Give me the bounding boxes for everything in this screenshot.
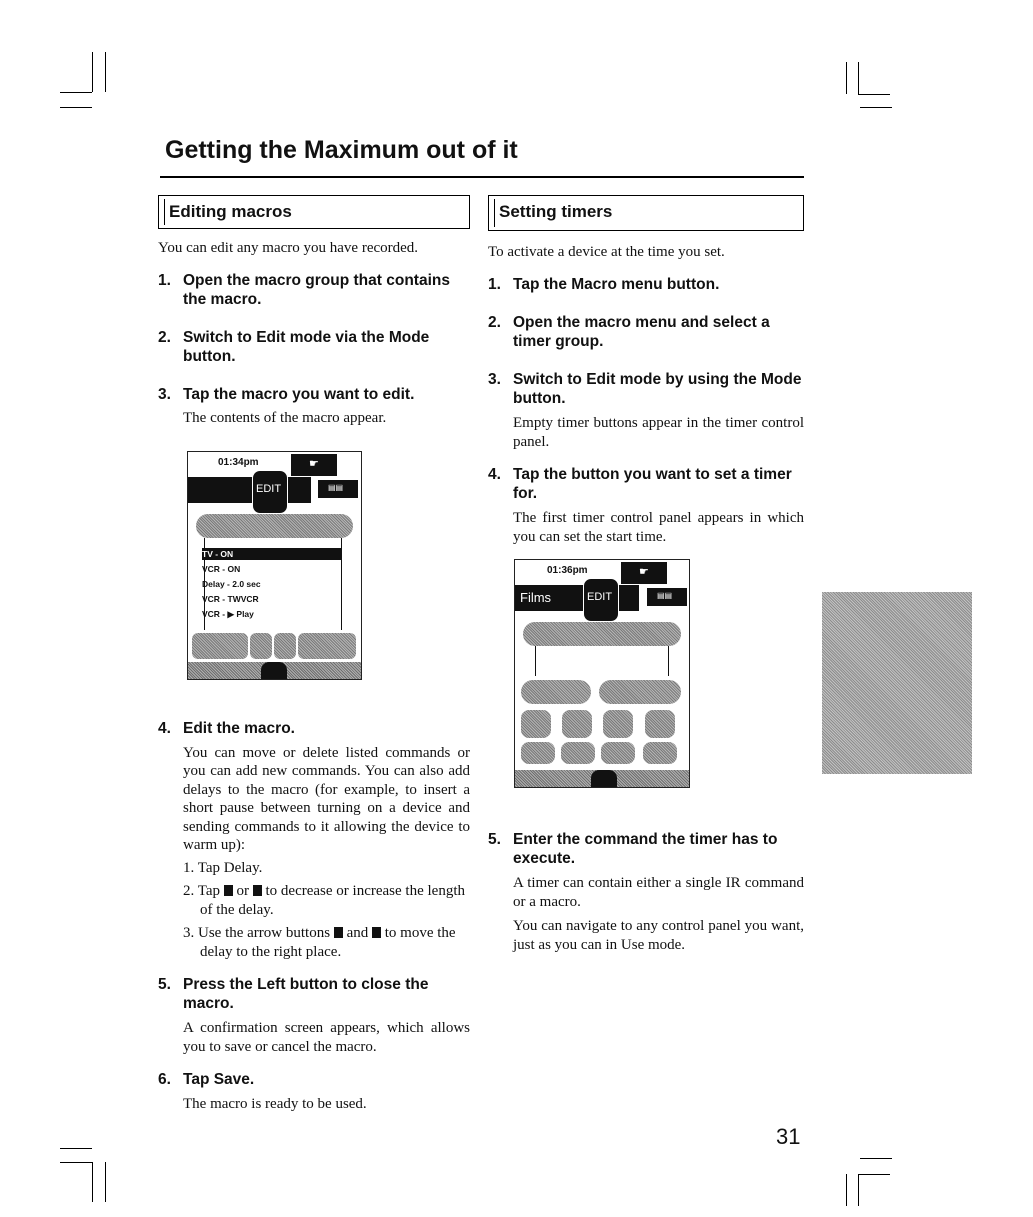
panel-left-border	[535, 646, 536, 676]
step-body: The first timer control panel appears in which you can set the start time.	[513, 510, 804, 545]
intro-text: To activate a device at the time you set.	[488, 244, 725, 260]
step-title: Tap the button you want to set a timer for.	[513, 466, 792, 502]
delete-button	[298, 633, 356, 659]
day-button	[601, 742, 635, 764]
substep: 2. Tap or to decrease or increase the length of the delay.	[183, 883, 465, 918]
hour-down-button	[562, 710, 592, 738]
edit-badge	[583, 578, 619, 622]
step-body: A timer can contain either a single IR command or a macro.	[513, 875, 804, 910]
hand-icon: ☛	[309, 458, 319, 470]
command-item: VCR - ▶ Play	[202, 609, 254, 619]
step-number: 3.	[488, 371, 501, 388]
step-1	[158, 271, 470, 309]
step-body: A confirmation screen appears, which allows you to save or cancel the macro.	[183, 1020, 470, 1055]
step-3	[488, 370, 804, 408]
day-button	[643, 742, 677, 764]
minute-down-button	[645, 710, 675, 738]
minus-button-icon	[224, 885, 233, 896]
step-title: Enter the command the timer has to execute.	[513, 831, 778, 867]
edit-bar	[188, 477, 311, 503]
crop-mark	[860, 107, 892, 108]
step-number: 1.	[488, 276, 501, 293]
step-6	[158, 1070, 470, 1089]
command-list	[202, 547, 261, 622]
page-title: Getting the Maximum out of it	[165, 136, 518, 164]
clock-label: 01:34pm	[218, 457, 259, 468]
up-button	[250, 633, 272, 659]
chapter-tab-marker	[822, 592, 972, 774]
step-title: Tap the macro you want to edit.	[183, 386, 415, 403]
crop-mark	[60, 92, 92, 93]
down-button	[274, 633, 296, 659]
settings-button	[599, 680, 681, 704]
day-button	[561, 742, 595, 764]
step-body: Empty timer buttons appear in the timer control panel.	[513, 415, 804, 450]
macro-name-bar	[196, 514, 353, 538]
step-1	[488, 275, 804, 294]
step-body: You can navigate to any control panel you want, just as you can in Use mode.	[513, 918, 804, 953]
hour-up-button	[521, 710, 551, 738]
edit-badge	[252, 470, 288, 514]
plus-button-icon	[253, 885, 262, 896]
minute-up-button	[603, 710, 633, 738]
command-item: VCR - TWVCR	[202, 594, 259, 604]
crop-mark	[92, 52, 93, 92]
crop-mark	[846, 62, 847, 94]
day-button	[521, 742, 555, 764]
group-name: Films	[520, 590, 552, 605]
arrow-up-icon	[334, 927, 343, 938]
edit-label: EDIT	[256, 483, 282, 495]
crop-mark	[92, 1162, 93, 1202]
crop-mark	[846, 1174, 847, 1206]
crop-mark	[105, 52, 106, 92]
title-bar	[515, 585, 639, 611]
crop-mark	[60, 1148, 92, 1149]
crop-mark	[105, 1162, 106, 1202]
command-item: Delay - 2.0 sec	[202, 579, 261, 589]
step-body: The contents of the macro appear.	[183, 410, 387, 426]
step-3	[158, 385, 470, 404]
substep-list	[183, 859, 470, 962]
step-4	[488, 465, 804, 503]
step-number: 3.	[158, 386, 171, 403]
crop-mark	[60, 1162, 92, 1163]
intro-text: You can edit any macro you have recorded.	[158, 240, 419, 256]
crop-mark	[858, 94, 890, 95]
crop-mark	[860, 1158, 892, 1159]
step-title: Open the macro group that contains the macro.	[183, 272, 450, 308]
title-rule	[160, 176, 804, 178]
step-number: 2.	[488, 314, 501, 331]
step-number: 5.	[158, 976, 171, 993]
mode-indicator	[291, 454, 337, 476]
step-number: 2.	[158, 329, 171, 346]
panel-right-border	[668, 646, 669, 676]
delay-button	[192, 633, 248, 659]
bottom-tab	[591, 770, 617, 787]
step-title: Open the macro menu and select a timer group.	[513, 314, 770, 350]
mode-indicator	[621, 562, 667, 584]
step-title: Edit the macro.	[183, 719, 295, 737]
step-title: Tap Save.	[183, 1071, 255, 1088]
keypad-icon: ▤▤	[657, 591, 673, 600]
edit-label: EDIT	[587, 591, 613, 603]
arrow-down-icon	[372, 927, 381, 938]
page-number: 31	[776, 1124, 801, 1149]
step-number: 4.	[158, 719, 171, 737]
command-item: TV - ON	[202, 549, 234, 559]
step-body: The macro is ready to be used.	[183, 1096, 367, 1112]
page-button	[647, 588, 687, 606]
crop-mark	[60, 107, 92, 108]
step-number: 6.	[158, 1071, 171, 1088]
keypad-icon: ▤▤	[328, 483, 344, 492]
crop-mark	[858, 62, 859, 94]
step-2	[488, 313, 804, 351]
substep: 1. Tap Delay.	[183, 859, 263, 876]
bottom-tab	[261, 662, 287, 679]
step-2	[158, 328, 470, 366]
section-heading-box	[488, 195, 804, 231]
step-5	[488, 830, 804, 868]
timer-panel-screenshot	[514, 559, 690, 788]
substep: 3. Use the arrow buttons and to move the delay to the right place.	[183, 925, 456, 960]
step-title: Switch to Edit mode via the Mode button.	[183, 329, 430, 365]
command-item: VCR - ON	[202, 564, 241, 574]
macro-edit-screenshot	[187, 451, 362, 680]
crop-mark	[858, 1174, 859, 1206]
clock-label: 01:36pm	[547, 565, 588, 576]
start-button	[521, 680, 591, 704]
step-number: 5.	[488, 831, 501, 848]
step-title: Switch to Edit mode by using the Mode button.	[513, 371, 802, 407]
page-button	[318, 480, 358, 498]
hand-icon: ☛	[639, 566, 649, 578]
step-4	[158, 719, 470, 738]
section-heading-box	[158, 195, 470, 229]
step-title: Tap the Macro menu button.	[513, 276, 720, 293]
step-5	[158, 975, 470, 1013]
step-number: 1.	[158, 272, 171, 289]
crop-mark	[858, 1174, 890, 1175]
timer-name-bar	[523, 622, 681, 646]
step-title: Press the Left button to close the macro.	[183, 976, 429, 1012]
step-body: You can move or delete listed commands or you can add new commands. You can also add delays to the macro (for example, to insert a short pause between turning on a device and sending commands to it allowing the device to warm up):	[183, 744, 470, 853]
section-heading: Editing macros	[169, 202, 292, 221]
step-number: 4.	[488, 466, 501, 483]
section-heading: Setting timers	[499, 202, 613, 221]
